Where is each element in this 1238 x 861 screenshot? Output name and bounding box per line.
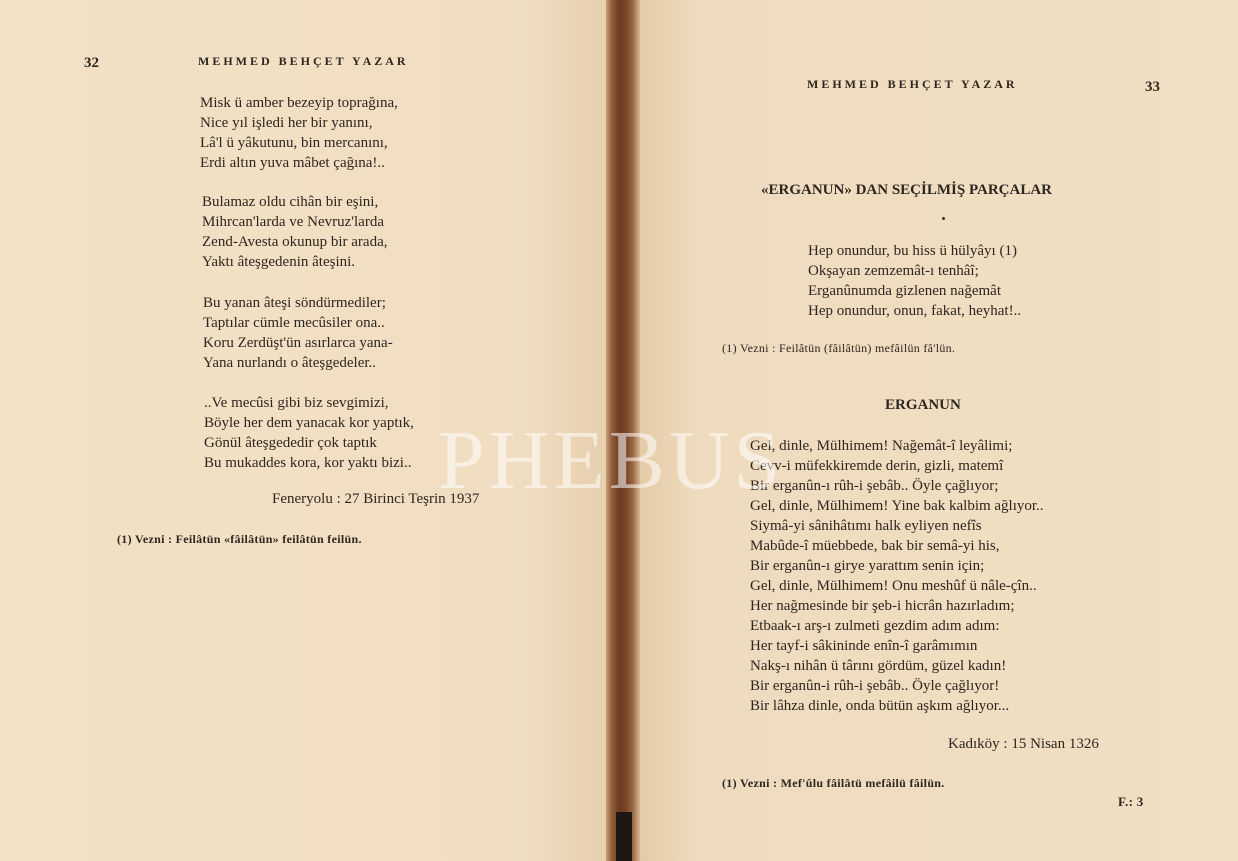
verse-line: Zend-Avesta okunup bir arada, xyxy=(202,234,388,250)
verse-line: Mihrcan'larda ve Nevruz'larda xyxy=(202,214,384,230)
verse-line: Bir erganûn-ı rûh-i şebâb.. Öyle çağlıyor; xyxy=(750,478,999,494)
left-place-date: Feneryolu : 27 Birinci Teşrin 1937 xyxy=(272,491,480,507)
verse-line: Bu mukaddes kora, kor yaktı bizi.. xyxy=(204,455,412,471)
verse-line: Bu yanan âteşi söndürmediler; xyxy=(203,295,386,311)
verse-line: Gönül âteşgededir çok taptık xyxy=(204,435,377,451)
left-stanza-2 xyxy=(202,192,388,272)
verse-line: Nice yıl işledi her bir yanını, xyxy=(200,115,373,131)
verse-line: Hep onundur, bu hiss ü hülyâyı (1) xyxy=(808,243,1017,259)
verse-line: Siymâ-yi sânihâtımı halk eyliyen nefîs xyxy=(750,518,982,534)
verse-line: Mabûde-î müebbede, bak bir semâ-yi his, xyxy=(750,538,1000,554)
left-stanza-1 xyxy=(200,93,398,173)
right-footnote-2: (1) Vezni : Mef'ûlu fâilâtü mefâilü fâilün. xyxy=(722,776,945,790)
left-footnote: (1) Vezni : Feilâtün «fâilâtün» feilâtün feilün. xyxy=(117,532,362,546)
ornament-dot xyxy=(942,217,945,220)
verse-line: Bir erganûn-i rûh-i şebâb.. Öyle çağlıyor! xyxy=(750,678,1000,694)
verse-line: Misk ü amber bezeyip toprağına, xyxy=(200,95,398,111)
poem-title: ERGANUN xyxy=(885,397,961,413)
verse-line: Koru Zerdüşt'ün asırlarca yana- xyxy=(203,335,393,351)
verse-line: Etbaak-ı arş-ı zulmeti gezdim adım adım: xyxy=(750,618,1000,634)
verse-line: ..Ve mecûsi gibi biz sevgimizi, xyxy=(204,395,389,411)
verse-line: Cevv-i müfekkiremde derin, gizli, matemî xyxy=(750,458,1004,474)
signature-mark: F.: 3 xyxy=(1118,794,1144,809)
intro-stanza xyxy=(808,241,1021,321)
verse-line: Gel, dinle, Mülhimem! Yine bak kalbim ağlıyor.. xyxy=(750,498,1044,514)
left-stanza-3 xyxy=(203,293,393,373)
verse-line: Nakş-ı nihân ü târını gördüm, güzel kadın! xyxy=(750,658,1007,674)
right-place-date: Kadıköy : 15 Nisan 1326 xyxy=(948,736,1099,752)
verse-line: Okşayan zemzemât-ı tenhâî; xyxy=(808,263,979,279)
verse-line: Her nağmesinde bir şeb-i hicrân hazırladım; xyxy=(750,598,1015,614)
verse-line: Yaktı âteşgedenin âteşini. xyxy=(202,254,356,270)
verse-line: Erdi altın yuva mâbet çağına!.. xyxy=(200,155,385,171)
right-footnote-1: (1) Vezni : Feilâtün (fâilâtün) mefâilün fâ'lün. xyxy=(722,341,956,355)
spine-shadow xyxy=(616,812,632,861)
verse-line: Bulamaz oldu cihân bir eşini, xyxy=(202,194,379,210)
left-running-header: MEHMED BEHÇET YAZAR xyxy=(198,54,409,68)
verse-line: Taptılar cümle mecûsiler ona.. xyxy=(203,315,385,331)
right-running-header: MEHMED BEHÇET YAZAR xyxy=(807,77,1018,91)
left-stanza-4 xyxy=(204,393,414,473)
poem-body xyxy=(750,436,1044,716)
right-page-number: 33 xyxy=(1145,79,1160,95)
verse-line: Yana nurlandı o âteşgedeler.. xyxy=(203,355,377,371)
section-title: «ERGANUN» DAN SEÇİLMİŞ PARÇALAR xyxy=(761,182,1052,198)
verse-line: Her tayf-i sâkininde enîn-î garâmımın xyxy=(750,638,978,654)
verse-line: Gel, dinle, Mülhimem! Nağemât-î leyâlimi; xyxy=(750,438,1013,454)
left-page-number: 32 xyxy=(84,55,99,71)
watermark: PHEBUS xyxy=(438,414,785,507)
verse-line: Bir lâhza dinle, onda bütün aşkım ağlıyor... xyxy=(750,698,1010,714)
verse-line: Hep onundur, onun, fakat, heyhat!.. xyxy=(808,303,1022,319)
verse-line: Bir erganûn-ı girye yarattım senin için; xyxy=(750,558,985,574)
verse-line: Gel, dinle, Mülhimem! Onu meshûf ü nâle-çîn.. xyxy=(750,578,1037,594)
verse-line: Erganûnumda gizlenen nağemât xyxy=(808,283,1001,299)
verse-line: Böyle her dem yanacak kor yaptık, xyxy=(204,415,414,431)
verse-line: Lâ'l ü yâkutunu, bin mercanını, xyxy=(200,135,388,151)
